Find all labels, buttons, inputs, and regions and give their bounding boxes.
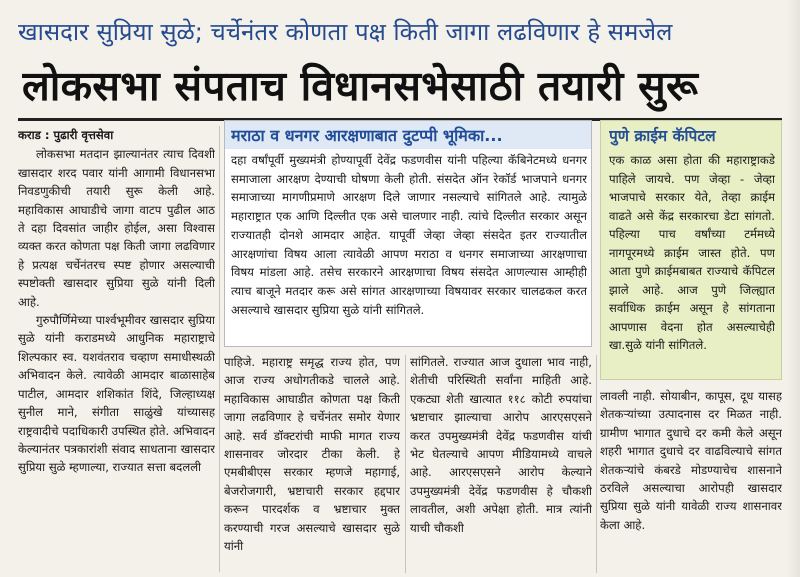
article-column-1 bbox=[18, 126, 215, 574]
article-paragraph: पाहिजे. महाराष्ट्र समृद्ध राज्य होत, पण आज राज्य अधोगतीकडे चालले आहे. महाविकास आघाडीत कोणता पक्ष किती जागा लढविणार हे चर्चेनंतर समोर येणार आहे. सर्व डॉक्टरांची माफी मागत राज्य शासनावर जोरदार टीका केली. हे एमबीबीएस सरकार म्हणजे महागाई, बेजरोजगारी, भ्रष्टाचारी सरकार हद्दपार करून पारदर्शक व भ्रष्टाचार मुक्त करण्याची गरज असल्याचे खासदार सुळे यांनी bbox=[224, 355, 400, 554]
box-body: एक काळ असा होता की महाराष्ट्राकडे पाहिले जायचे. पण जेव्हा - जेव्हा भाजपाचे सरकार येते, तेव्हा क्राईम वाढते असे केंद्र सरकारचा डेटा सांगतो. पहिल्या पाच वर्षांच्या टर्ममध्ये नागपूरमध्ये क्राईम जास्त होते. पण आता पुणे क्राईमबाबत राज्याचे कॅपिटल झाले आहे. आज पुणे जिल्ह्यात सर्वाधिक क्राईम असून हे सांगताना आपणास वेदना होत असल्याचेही खा.सुळे यांनी सांगितले. bbox=[609, 153, 775, 352]
article-headline: लोकसभा संपताच विधानसभेसाठी तयारी सुरू bbox=[22, 62, 699, 110]
box-body: दहा वर्षांपूर्वी मुख्यमंत्री होण्यापूर्वी देवेंद्र फडणवीस यांनी पहिल्या कॅबिनेटमध्ये धनगर समाजाला आरक्षण देण्याची घोषणा केली होती. संसदेत ऑन रेकॉर्ड भाजपाने धनगर समाजाच्या मागणीप्रमाणे आरक्षण दिले जाणार नसल्याचे सांगितले आहे. त्यामुळे महाराष्ट्रात एक आणि दिल्लीत एक असे चालणार नाही. त्यांचे दिल्लीत सरकार असून राज्यातही दोनशे आमदार आहेत. यापूर्वी जेव्हा जेव्हा संसदेत इतर राज्यातील आरक्षणांचा विषय आला त्यावेळी आपण मराठा व धनगर समाजाच्या आरक्षणाचा विषय मांडला आहे. तसेच सरकारने आरक्षणाचा विषय संसदेत आणल्यास आम्हीही त्याच बाजूने मतदार करू असे सांगत आरक्षणाच्या विषयावर सरकार चालढकल करत असल्याचे खासदार सुप्रिया सुळे यांनी सांगितले. bbox=[231, 153, 587, 317]
sidebar-box-reservation bbox=[224, 120, 592, 347]
box-title: मराठा व धनगर आरक्षणाबात दुटप्पी भूमिका... bbox=[231, 126, 503, 145]
article-column-2 bbox=[224, 353, 400, 575]
column-divider bbox=[219, 126, 220, 572]
article-paragraph: लावली नाही. सोयाबीन, कापूस, दूध यासह शेतकर्‍यांच्या उत्पादनास दर मिळत नाही. ग्रामीण भागात दुधाचे दर कमी केले असून शहरी भागात दुधाचे दर वाढविल्याचे सांगत शेतकर्‍यांचे कंबरडे मोडण्याचेच शासनाने ठरविले असल्याचा आरोपही खासदार सुप्रिया सुळे यांनी यावेळी राज्य शासनावर केला आहे. bbox=[600, 389, 782, 532]
article-column-4 bbox=[600, 387, 782, 575]
article-kicker: खासदार सुप्रिया सुळे; चर्चेनंतर कोणता पक्ष किती जागा लढविणार हे समजेल bbox=[18, 18, 673, 46]
column-divider bbox=[596, 355, 597, 573]
column-divider bbox=[405, 355, 406, 573]
article-paragraph: गुरुपौर्णिमेच्या पार्श्‍वभूमीवर खासदार सुप्रिया सुळे यांनी कराडमध्ये आधुनिक महाराष्ट्राचे शिल्पकार स्व. यशवंतराव चव्हाण समाधीस्थळी अभिवादन केले. त्यावेळी आमदार बाळासाहेब पाटील, आमदार शशिकांत शिंदे, जिल्हाध्यक्ष सुनील माने, संगीता साळुंखे यांच्यासह राष्ट्रवादीचे पदाधिकारी उपस्थित होते. अभिवादन केल्यानंतर पत्रकारांशी संवाद साधताना खासदार सुप्रिया सुळे म्हणाल्या, राज्यात सत्ता बदलली bbox=[18, 313, 215, 475]
article-paragraph: सांगितले. राज्यात आज दुधाला भाव नाही, शेतीची परिस्थिती सर्वांना माहिती आहे. एकट्या शेती खात्यात ११८ कोटी रुपयांचा भ्रष्टाचार झाल्याचा आरोप आरएसएसने करत उपमुख्यमंत्री देवेंद्र फडणवीस यांची भेट घेतल्याचे आपण मीडियामध्ये वाचले आहे. आरएसएसने आरोप केल्याने उपमुख्यमंत्री देवेंद्र फडणवीस हे चौकशी लावतील, अशी अपेक्षा होती. मात्र त्यांनी याची चौकशी bbox=[410, 355, 592, 535]
box-title: पुणे क्राईम कॅपिटल bbox=[609, 127, 716, 145]
article-paragraph: लोकसभा मतदान झाल्यानंतर त्याच दिवशी खासदार शरद पवार यांनी आगामी विधानसभा निवडणुकीची तयारी सुरू केली आहे. महाविकास आघाडीचे जागा वाटप पुढील आठ ते दहा दिवसांत जाहीर होईल, असा विश्‍वास व्यक्‍त करत कोणता पक्ष किती जागा लढविणार हे प्रत्यक्ष चर्चेनंतरच स्पष्ट होणार असल्याची स्पष्टोक्‍ती खासदार सुप्रिया सुळे यांनी दिली आहे. bbox=[18, 147, 215, 309]
article-column-3 bbox=[410, 353, 592, 575]
article-byline: कराड : पुढारी वृत्तसेवा bbox=[18, 128, 114, 142]
sidebar-box-crime bbox=[600, 120, 782, 380]
page-edge-shadow bbox=[786, 0, 800, 577]
